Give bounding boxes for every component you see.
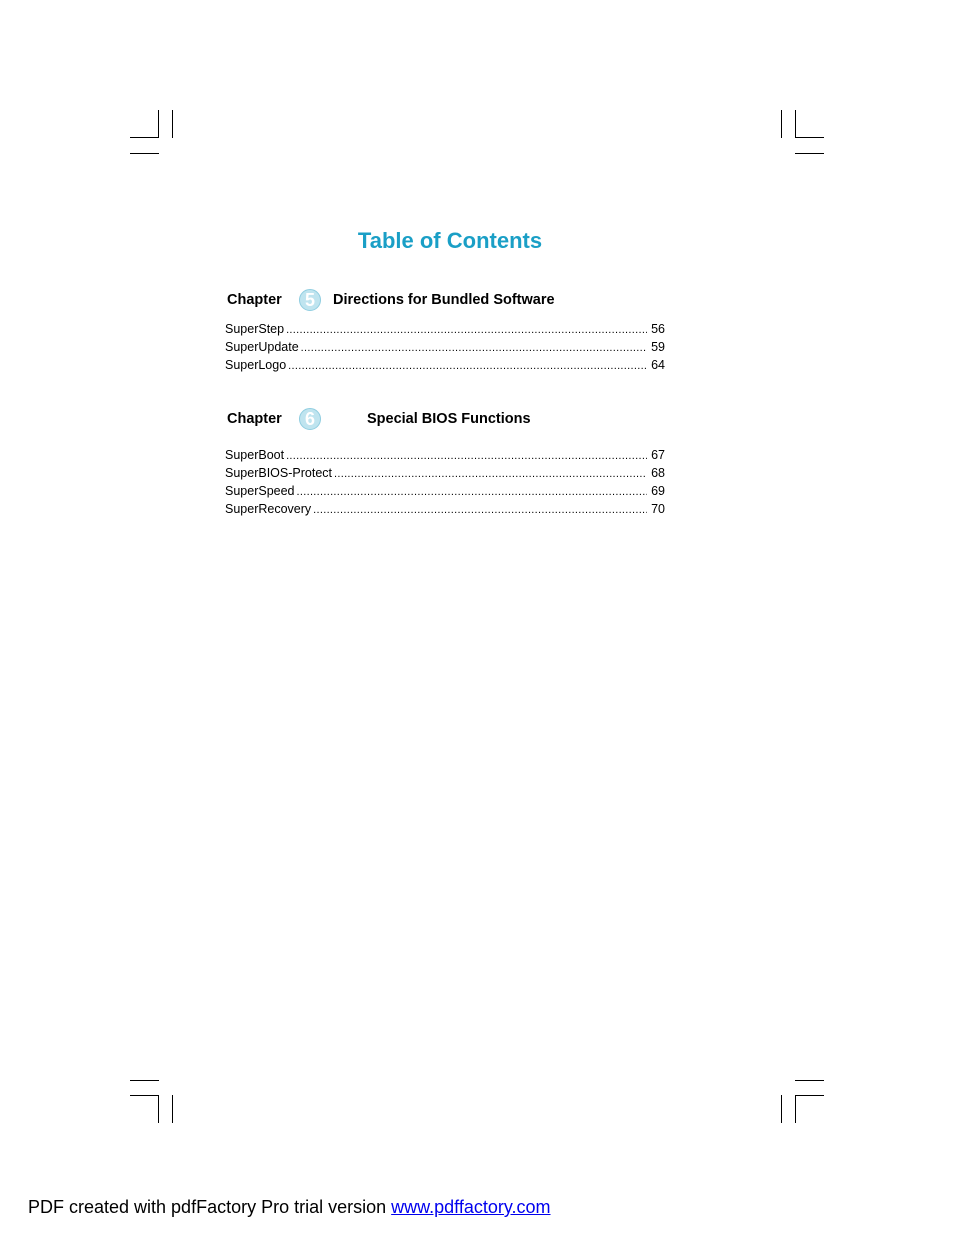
crop-mark (130, 153, 159, 154)
chapter-number-badge: 6 (299, 408, 321, 430)
chapter-label: Chapter (227, 292, 282, 308)
dot-leader (288, 357, 647, 375)
toc-entry-name: SuperUpdate (225, 340, 299, 354)
toc-entry[interactable] (225, 320, 665, 338)
dot-leader (286, 447, 647, 465)
toc-entry-name: SuperRecovery (225, 502, 312, 516)
crop-mark (795, 1080, 824, 1081)
toc-entry-name: SuperLogo (225, 358, 287, 372)
toc-list (225, 446, 665, 518)
crop-mark (795, 110, 796, 138)
crop-mark (158, 110, 159, 138)
chapter-label: Chapter (227, 411, 282, 427)
dot-leader (313, 501, 647, 519)
toc-entry-page: 70 (651, 502, 665, 516)
dot-leader (286, 321, 647, 339)
toc-entry-page: 56 (651, 322, 665, 336)
chapter-heading (227, 408, 667, 432)
toc-entry-name: SuperBoot (225, 448, 285, 462)
crop-mark (130, 1080, 159, 1081)
toc-entry[interactable] (225, 446, 665, 464)
toc-entry-name: SuperBIOS-Protect (225, 466, 332, 480)
toc-entry[interactable] (225, 338, 665, 356)
toc-entry-page: 64 (651, 358, 665, 372)
crop-mark (795, 1095, 824, 1096)
crop-mark (130, 1095, 159, 1096)
crop-mark (795, 1095, 796, 1123)
footer-link[interactable]: www.pdffactory.com (391, 1197, 551, 1217)
crop-mark (795, 153, 824, 154)
dot-leader (297, 483, 647, 501)
toc-entry[interactable] (225, 356, 665, 374)
toc-list (225, 320, 665, 374)
crop-mark (172, 110, 173, 138)
toc-entry-name: SuperSpeed (225, 484, 295, 498)
crop-mark (781, 110, 782, 138)
dot-leader (334, 465, 647, 483)
toc-entry[interactable] (225, 500, 665, 518)
toc-entry[interactable] (225, 482, 665, 500)
chapter-heading (227, 289, 667, 313)
footer-text: PDF created with pdfFactory Pro trial version (28, 1197, 392, 1217)
toc-entry-page: 69 (651, 484, 665, 498)
toc-entry-page: 68 (651, 466, 665, 480)
chapter-title: Directions for Bundled Software (333, 292, 555, 308)
crop-mark (781, 1095, 782, 1123)
chapter-title: Special BIOS Functions (367, 411, 531, 427)
chapter-number-badge: 5 (299, 289, 321, 311)
crop-mark (172, 1095, 173, 1123)
toc-entry[interactable] (225, 464, 665, 482)
crop-mark (795, 137, 824, 138)
toc-entry-page: 59 (651, 340, 665, 354)
crop-mark (158, 1095, 159, 1123)
page-title: Table of Contents (357, 228, 543, 253)
pdf-footer (28, 1197, 551, 1218)
crop-mark (130, 137, 159, 138)
dot-leader (301, 339, 647, 357)
toc-entry-name: SuperStep (225, 322, 285, 336)
toc-entry-page: 67 (651, 448, 665, 462)
